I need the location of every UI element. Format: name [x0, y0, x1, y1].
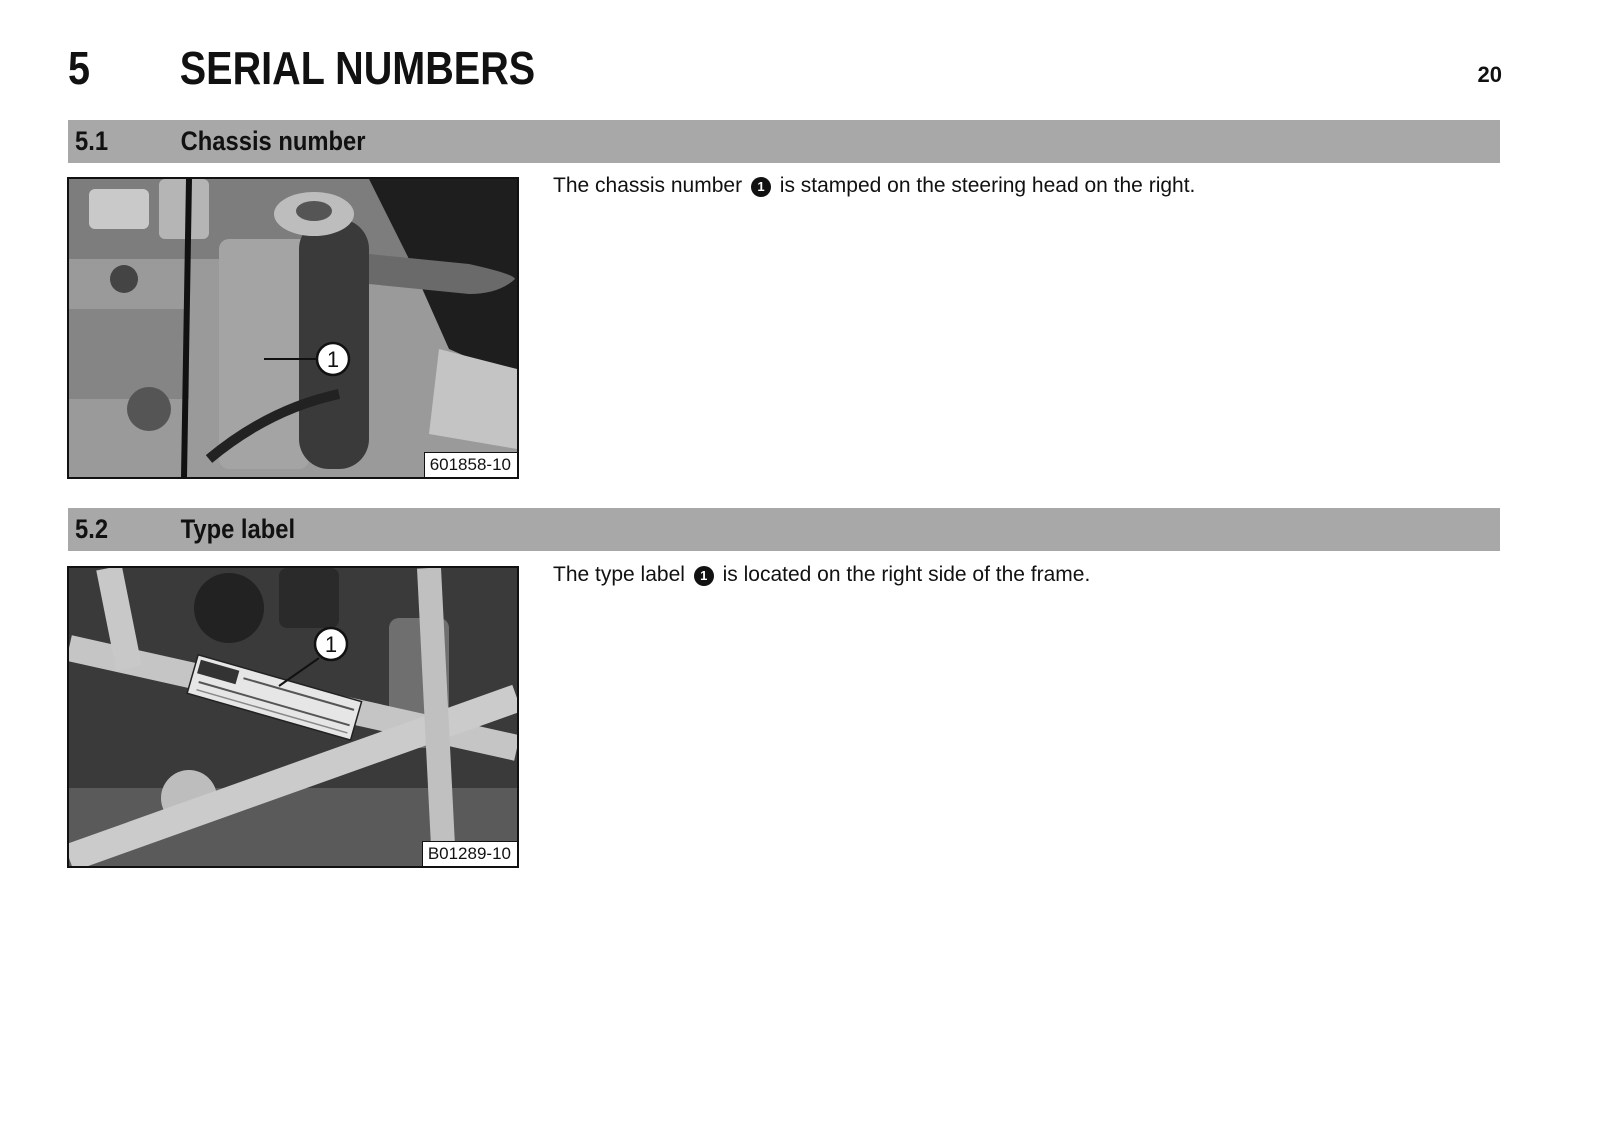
callout-marker: 1 [694, 566, 714, 586]
figure-code: B01289-10 [422, 841, 517, 866]
figure-callout-number: 1 [326, 347, 340, 372]
chapter-heading [68, 38, 535, 98]
text-after-callout: is located on the right side of the frame. [722, 563, 1091, 586]
text-after-callout: is stamped on the steering head on the right. [779, 174, 1196, 197]
type-label-description [553, 562, 1090, 588]
chassis-number-description [553, 173, 1195, 199]
text-before-callout: The chassis number [553, 174, 743, 197]
section-heading-chassis-number [68, 120, 1500, 163]
section-number: 5.2 [75, 514, 109, 544]
frame-type-label-illustration [69, 568, 517, 866]
section-title: Chassis number [180, 126, 366, 156]
text-before-callout: The type label [553, 563, 685, 586]
section-number: 5.1 [75, 126, 109, 156]
chassis-number-photo [67, 177, 519, 479]
figure-code: 601858-10 [424, 452, 517, 477]
page-number: 20 [1477, 62, 1502, 87]
callout-marker: 1 [751, 177, 771, 197]
steering-head-illustration [69, 179, 517, 477]
section-heading-type-label [68, 508, 1500, 551]
type-label-photo [67, 566, 519, 868]
chapter-title: SERIAL NUMBERS [179, 42, 536, 94]
section-title: Type label [180, 514, 296, 544]
chapter-number: 5 [68, 42, 91, 94]
figure-callout-number: 1 [324, 632, 338, 657]
